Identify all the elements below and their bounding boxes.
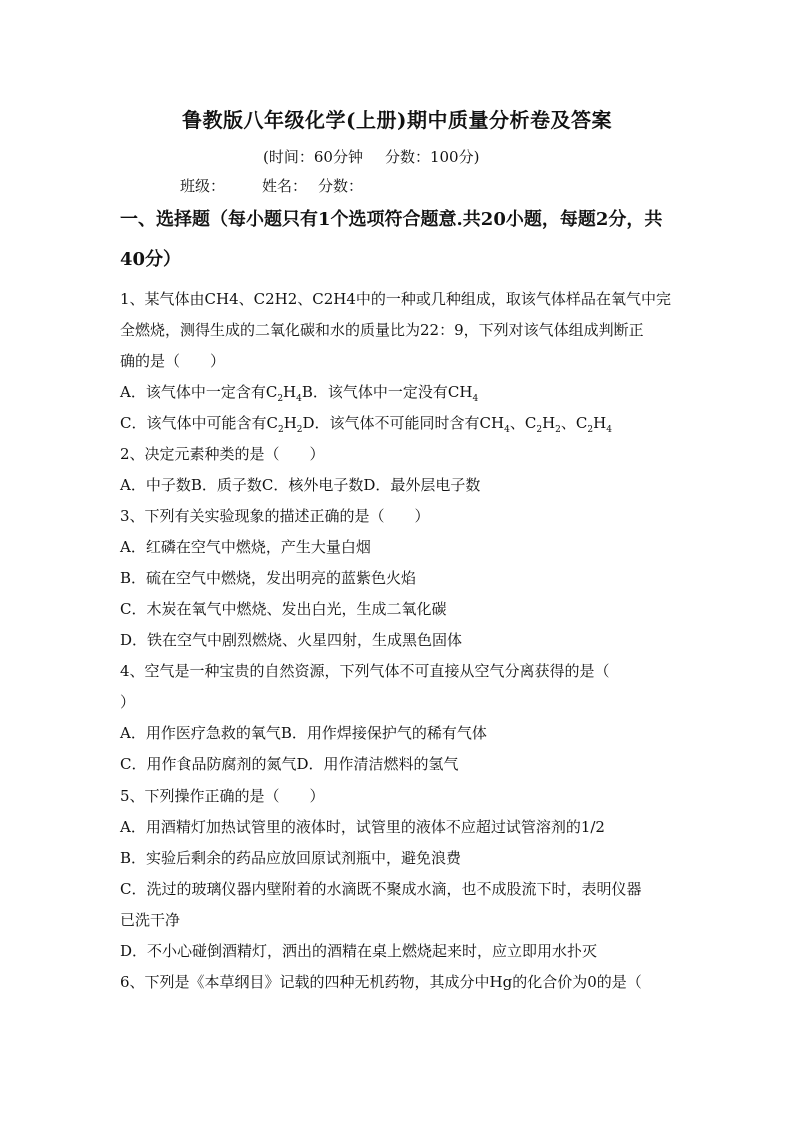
- q1-options-ab: [120, 381, 680, 406]
- q5-option-d: D．不小心碰倒酒精灯，洒出的酒精在桌上燃烧起来时，应立即用水扑灭: [120, 942, 598, 960]
- exam-total-score: 分数：100分): [384, 148, 480, 166]
- exam-meta: [263, 146, 479, 167]
- q5-option-c-line2: 已洗干净: [120, 911, 181, 929]
- q3-option-b: B．硫在空气中燃烧，发出明亮的蓝紫色火焰: [120, 569, 417, 587]
- name-field-label: 姓名：: [262, 177, 308, 195]
- q1-option-d: D．该气体不可能同时含有$CH_4$、$C_2H_2$、$C_2H_4$: [302, 414, 612, 435]
- section-heading-line1: 一、选择题（每小题只有1个选项符合题意.共20小题，每题2分，共: [120, 209, 663, 230]
- q2-stem: 2、决定元素种类的是（ ）: [120, 445, 325, 463]
- q1-stem-line2: 全燃烧，测得生成的二氧化碳和水的质量比为22：9，下列对该气体组成判断正: [120, 321, 644, 339]
- q3-option-a: A．红磷在空气中燃烧，产生大量白烟: [120, 538, 371, 556]
- q5-option-c-line1: C．洗过的玻璃仪器内壁附着的水滴既不聚成水滴，也不成股流下时，表明仪器: [120, 880, 642, 898]
- q3-stem: 3、下列有关实验现象的描述正确的是（ ）: [120, 507, 430, 525]
- q5-stem: 5、下列操作正确的是（ ）: [120, 787, 325, 805]
- q3-option-d: D．铁在空气中剧烈燃烧、火星四射，生成黑色固体: [120, 631, 463, 649]
- q1-options-cd: [120, 412, 680, 437]
- q4-options-ab: A．用作医疗急救的氧气B．用作焊接保护气的稀有气体: [120, 724, 487, 742]
- q4-options-cd: C．用作食品防腐剂的氮气D．用作清洁燃料的氢气: [120, 755, 459, 773]
- q1-option-c: C．该气体中可能含有$C_2H_2$: [120, 414, 303, 435]
- q1-option-b: B．该气体中一定没有$CH_4$: [301, 383, 479, 404]
- q5-option-a: A．用酒精灯加热试管里的液体时，试管里的液体不应超过试管溶剂的1/2: [120, 818, 605, 836]
- section-heading-line2: 40分）: [120, 249, 182, 270]
- q1-option-a: A．该气体中一定含有$C_2H_4$: [120, 383, 302, 404]
- exam-time: (时间：60分钟: [263, 148, 363, 166]
- class-field-label: 班级：: [180, 177, 226, 195]
- q4-stem-line2: ）: [120, 693, 136, 711]
- score-field-label: 分数：: [318, 177, 364, 195]
- q1-stem-line3: 确的是（ ）: [120, 352, 226, 370]
- student-fields: [180, 175, 363, 196]
- q6-stem: 6、下列是《本草纲目》记载的四种无机药物，其成分中Hg的化合价为0的是（: [120, 973, 642, 991]
- q4-stem-line1: 4、空气是一种宝贵的自然资源，下列气体不可直接从空气分离获得的是（: [120, 662, 610, 680]
- q2-options: A．中子数B．质子数C．核外电子数D．最外层电子数: [120, 476, 481, 494]
- q3-option-c: C．木炭在氧气中燃烧、发出白光，生成二氧化碳: [120, 600, 447, 618]
- q5-option-b: B．实验后剩余的药品应放回原试剂瓶中，避免浪费: [120, 849, 462, 867]
- q1-stem-line1: 1、某气体由CH4、C2H2、C2H4中的一种或几种组成，取该气体样品在氧气中完: [120, 290, 671, 308]
- document-title: 鲁教版八年级化学(上册)期中质量分析卷及答案: [182, 108, 612, 132]
